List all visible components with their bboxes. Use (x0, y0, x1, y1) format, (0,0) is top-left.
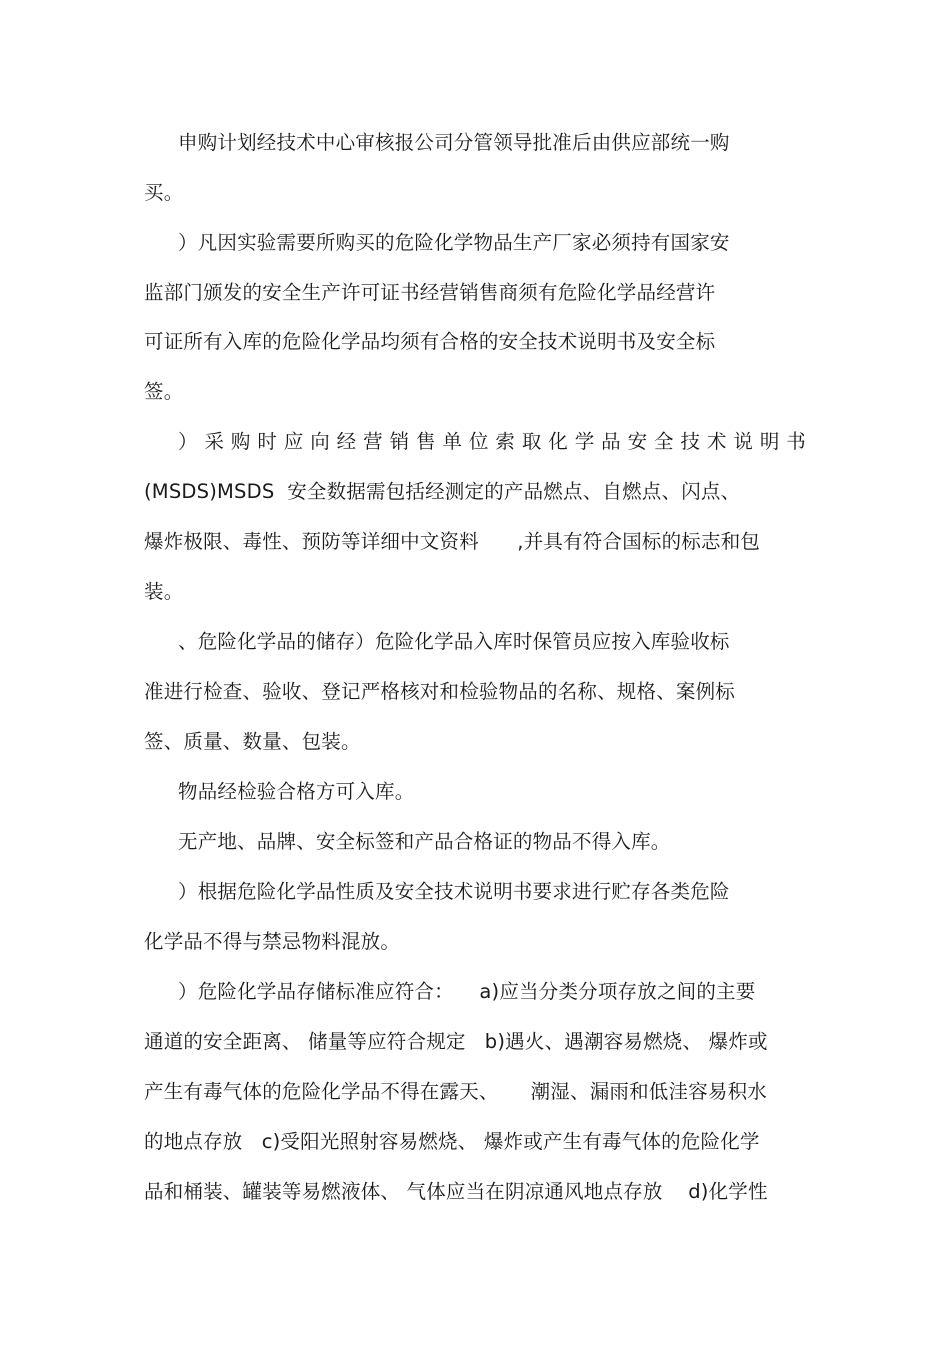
text-line: 产生有毒气体的危险化学品不得在露天、 潮湿、漏雨和低洼容易积水 (144, 1080, 767, 1103)
text-line: 签、质量、数量、包装。 (144, 730, 361, 753)
text-line: 品和桶装、罐装等易燃液体、 气体应当在阴凉通风地点存放 d)化学性 (144, 1180, 768, 1203)
text-line: (MSDS)MSDS 安全数据需包括经测定的产品燃点、自燃点、闪点、 (144, 480, 741, 503)
text-line: 无产地、品牌、安全标签和产品合格证的物品不得入库。 (178, 830, 671, 853)
text-line: 可证所有入库的危险化学品均须有合格的安全技术说明书及安全标 (144, 330, 716, 353)
text-line: 签。 (144, 380, 184, 403)
text-line: 准进行检查、验收、登记严格核对和检验物品的名称、规格、案例标 (144, 680, 736, 703)
text-line: 通道的安全距离、 储量等应符合规定 b)遇火、遇潮容易燃烧、 爆炸或 (144, 1030, 768, 1053)
text-line: ）危险化学品存储标准应符合： a)应当分类分项存放之间的主要 (178, 980, 756, 1003)
text-line: ）根据危险化学品性质及安全技术说明书要求进行贮存各类危险 (178, 880, 730, 903)
text-line: 监部门颁发的安全生产许可证书经营销售商须有危险化学品经营许 (144, 281, 716, 304)
text-line: 买。 (144, 181, 184, 204)
text-line: 装。 (144, 580, 184, 603)
text-line: 申购计划经技术中心审核报公司分管领导批准后由供应部统一购 (178, 131, 730, 154)
text-line: ） 采 购 时 应 向 经 营 销 售 单 位 索 取 化 学 品 安 全 技 术 说 明 书 (178, 430, 806, 453)
text-line: ）凡因实验需要所购买的危险化学物品生产厂家必须持有国家安 (178, 231, 730, 254)
text-line: 的地点存放 c)受阳光照射容易燃烧、 爆炸或产生有毒气体的危险化学 (144, 1130, 760, 1153)
text-line: 、危险化学品的储存）危险化学品入库时保管员应按入库验收标 (178, 630, 730, 653)
text-line: 化学品不得与禁忌物料混放。 (144, 930, 401, 953)
text-line: 爆炸极限、毒性、预防等详细中文资料 ,并具有符合国标的标志和包 (144, 530, 761, 553)
text-line: 物品经检验合格方可入库。 (178, 780, 415, 803)
